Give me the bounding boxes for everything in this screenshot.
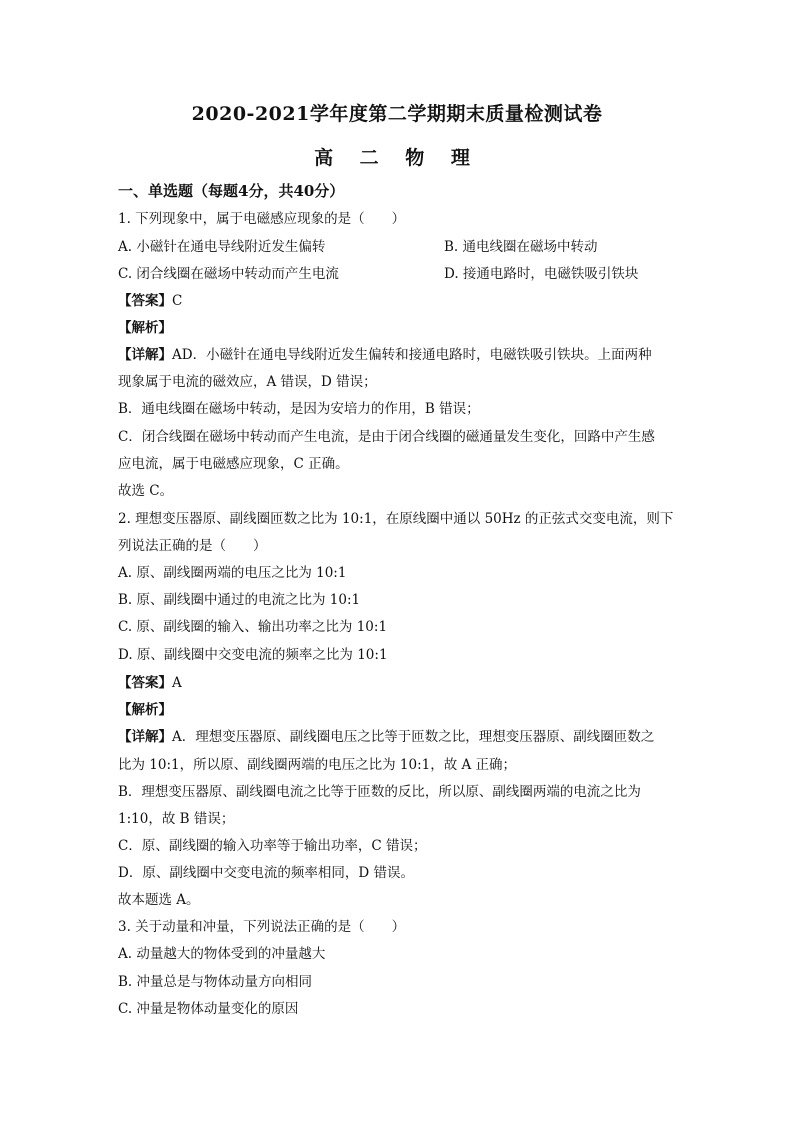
q1-conclusion: 故选 C。: [118, 483, 174, 499]
q1-detail-line: [118, 346, 652, 364]
q2-detail-line: D．原、副线圈中交变电流的频率相同，D 错误。: [118, 865, 414, 881]
q2-detail-line: B．理想变压器原、副线圈电流之比等于匝数的反比，所以原、副线圈两端的电流之比为: [118, 784, 641, 800]
q2-detail-line: 比为 10:1，所以原、副线圈两端的电压之比为 10:1，故 A 正确；: [118, 757, 517, 773]
answer-value: A: [172, 675, 182, 691]
q1-option-d: D. 接通电路时，电磁铁吸引铁块: [444, 266, 639, 282]
q1-analysis-tag: 【解析】: [118, 320, 172, 336]
q2-option-a: A. 原、副线圈两端的电压之比为 10:1: [118, 565, 347, 581]
q1-option-a: A. 小磁针在通电导线附近发生偏转: [118, 239, 326, 255]
exam-title: 2020-2021学年度第二学期期末质量检测试卷: [191, 103, 603, 125]
section-heading: 一、单选题（每题4分，共40分）: [118, 182, 345, 200]
exam-subject: 高 二 物 理: [314, 147, 480, 169]
q2-analysis-tag: 【解析】: [118, 702, 172, 718]
q1-detail-line: 应电流，属于电磁感应现象，C 正确。: [118, 456, 349, 472]
q2-option-b: B. 原、副线圈中通过的电流之比为 10:1: [118, 592, 361, 608]
detail-text: AD．小磁针在通电导线附近发生偏转和接通电路时，电磁铁吸引铁块。上面两种: [172, 347, 652, 363]
q2-detail-line: 1:10，故 B 错误；: [118, 811, 235, 827]
q2-option-c: C. 原、副线圈的输入、输出功率之比为 10:1: [118, 619, 388, 635]
detail-text: A．理想变压器原、副线圈电压之比等于匝数之比，理想变压器原、副线圈匝数之: [172, 729, 655, 745]
detail-tag: 【详解】: [118, 347, 172, 363]
q1-detail-line: C．闭合线圈在磁场中转动而产生电流，是由于闭合线圈的磁通量发生变化，回路中产生感: [118, 429, 655, 445]
q2-detail-line: [118, 728, 654, 746]
answer-tag: 【答案】: [118, 675, 172, 691]
q2-stem: 列说法正确的是（ ）: [118, 538, 267, 554]
q2-option-d: D. 原、副线圈中交变电流的频率之比为 10:1: [118, 647, 388, 663]
q2-answer: [118, 674, 182, 692]
q1-option-c: C. 闭合线圈在磁场中转动而产生电流: [118, 266, 339, 282]
q1-detail-line: B．通电线圈在磁场中转动，是因为安培力的作用，B 错误；: [118, 401, 480, 417]
q2-conclusion: 故本题选 A。: [118, 892, 200, 908]
q3-option-b: B. 冲量总是与物体动量方向相同: [118, 974, 313, 990]
q1-detail-line: 现象属于电流的磁效应，A 错误，D 错误；: [118, 374, 377, 390]
answer-value: C: [172, 293, 183, 309]
q2-stem: 2. 理想变压器原、副线圈匝数之比为 10:1，在原线圈中通以 50Hz 的正弦式交变电流，则下: [118, 511, 674, 527]
q1-option-b: B. 通电线圈在磁场中转动: [444, 239, 598, 255]
answer-tag: 【答案】: [118, 293, 172, 309]
q3-stem: 3. 关于动量和冲量，下列说法正确的是（ ）: [118, 919, 406, 935]
q1-answer: [118, 292, 182, 310]
detail-tag: 【详解】: [118, 729, 172, 745]
q3-option-c: C. 冲量是物体动量变化的原因: [118, 1001, 299, 1017]
q1-stem: 1. 下列现象中，属于电磁感应现象的是（ ）: [118, 211, 406, 227]
q2-detail-line: C．原、副线圈的输入功率等于输出功率，C 错误；: [118, 838, 427, 854]
q3-option-a: A. 动量越大的物体受到的冲量越大: [118, 946, 326, 962]
